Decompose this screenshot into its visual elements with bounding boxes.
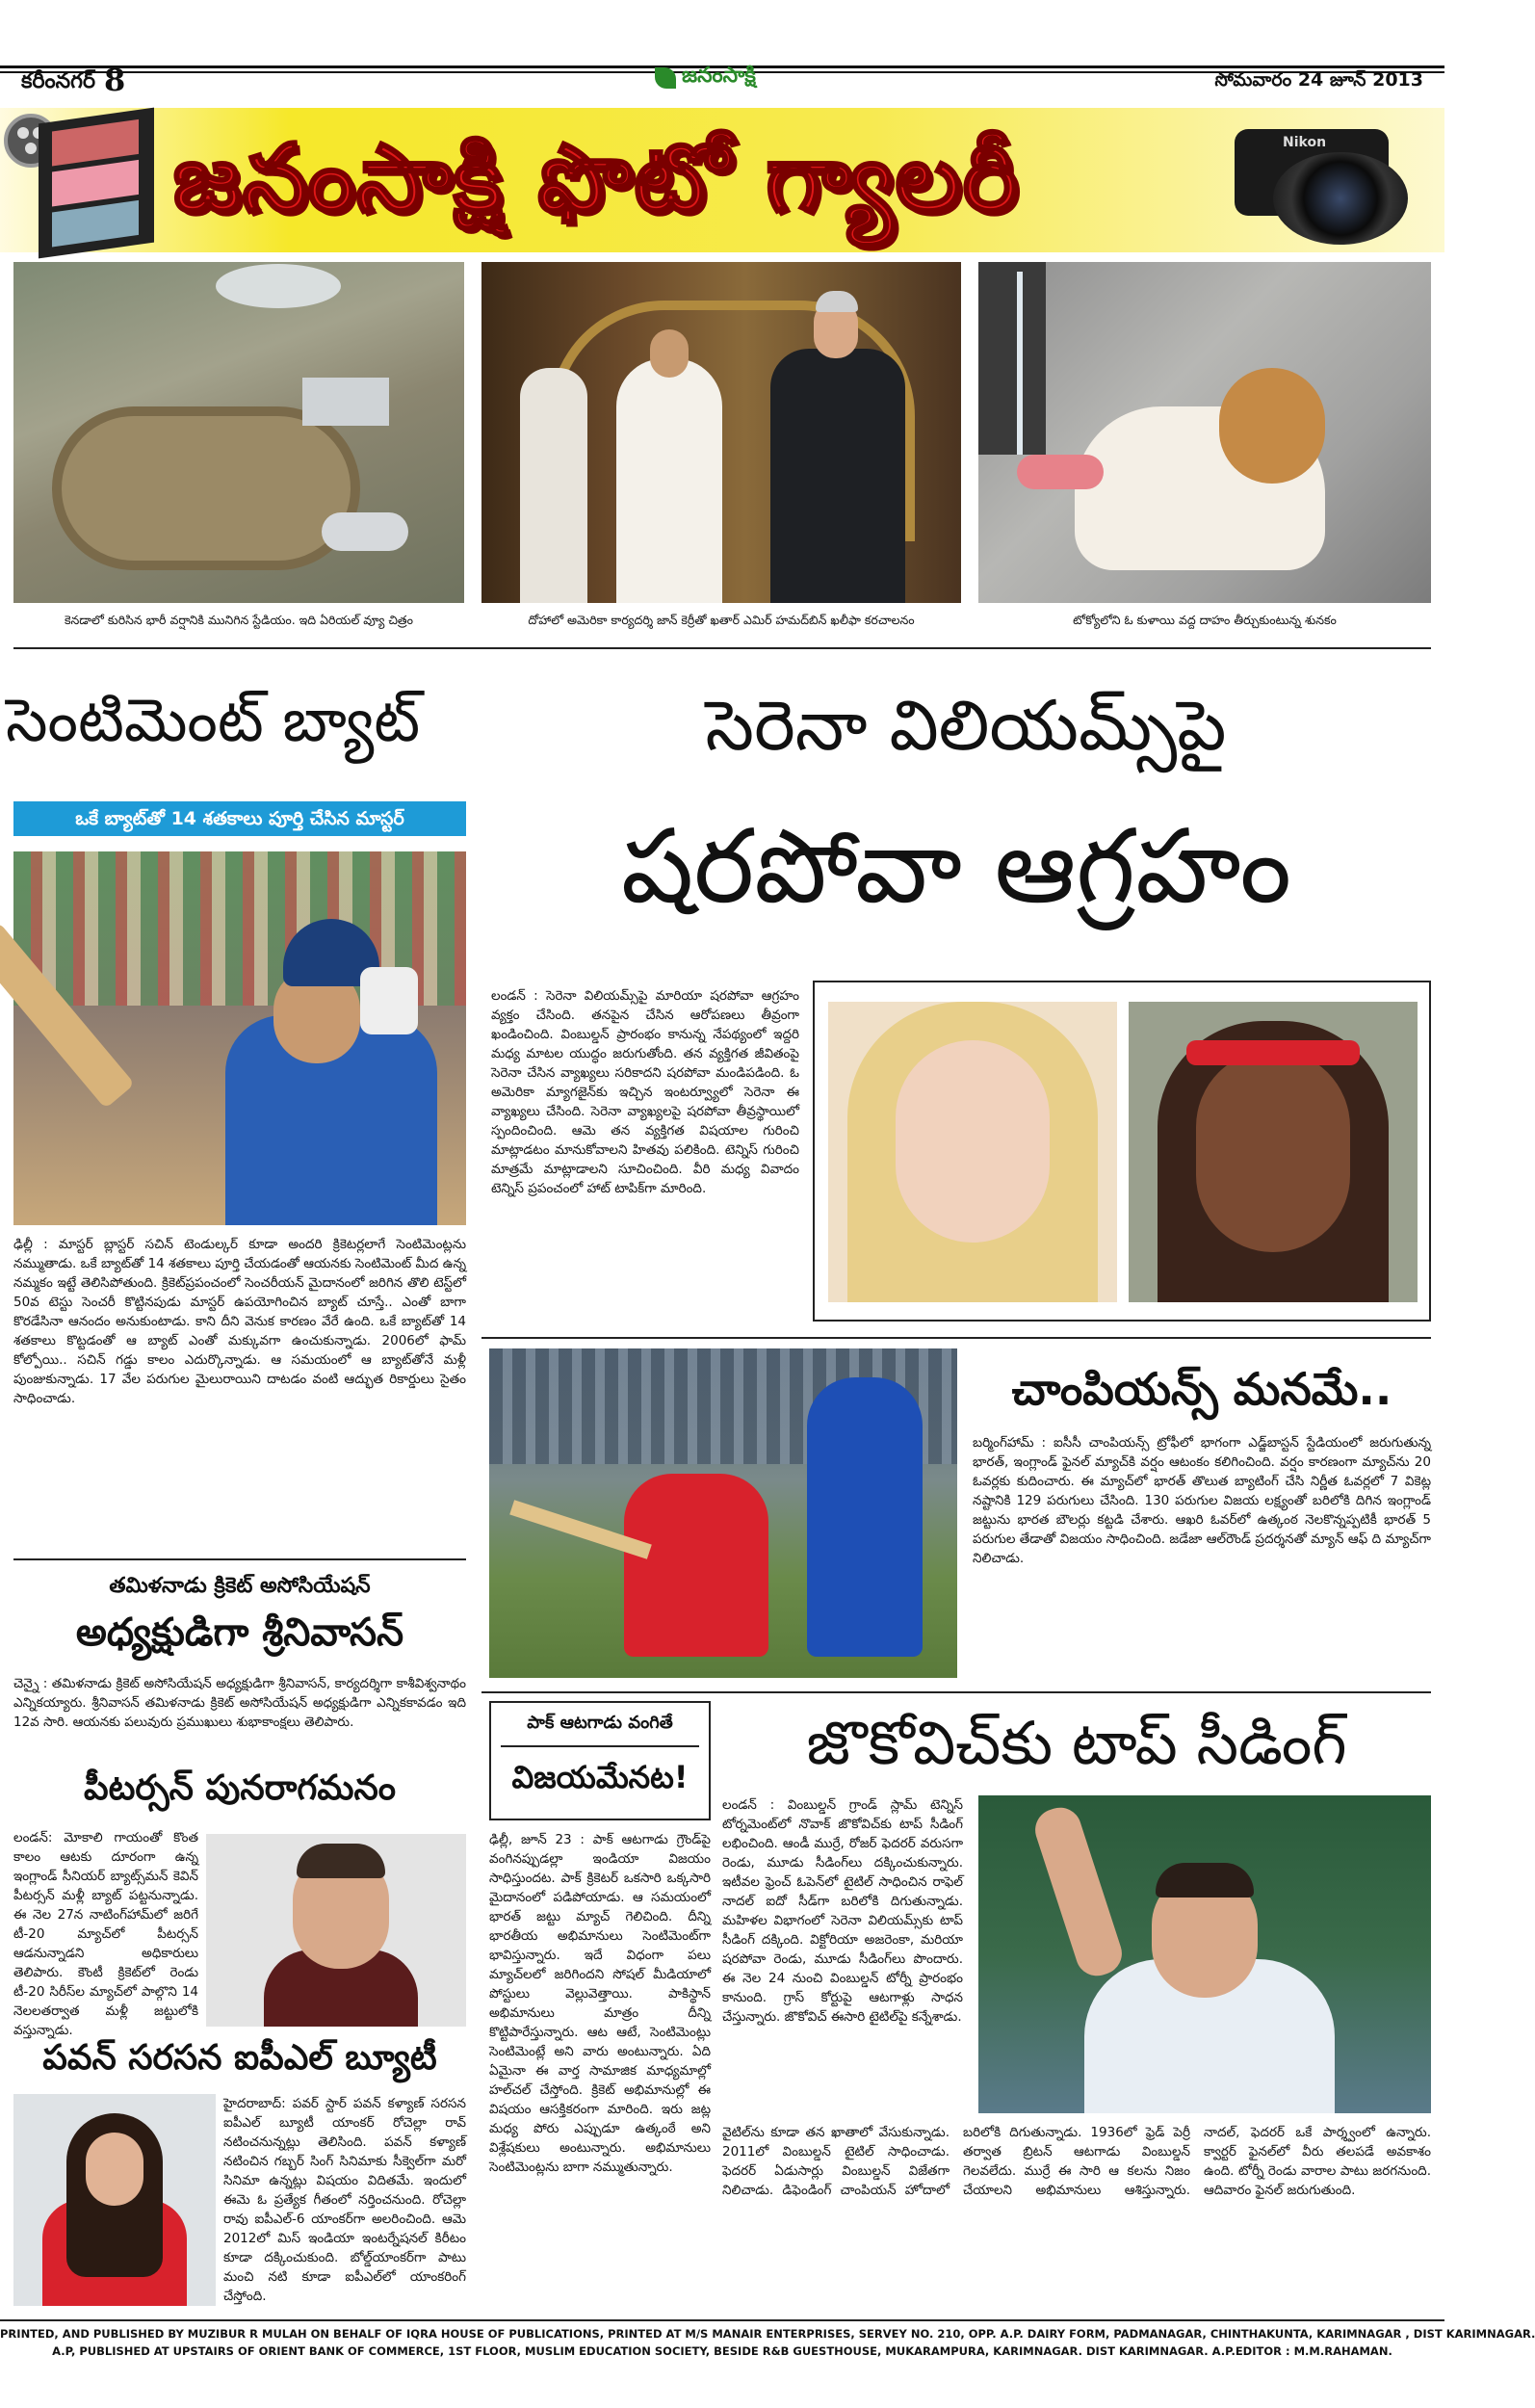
caption-dog: టోక్యోలోని ఓ కుళాయి వద్ద దాహం తీర్చుకుంటున్న శునకం	[1073, 613, 1337, 627]
sachin-body: ఢిల్లీ : మాస్టర్ బ్లాస్టర్ సచిన్ టెండుల్కర్ కూడా అందరి క్రికెటర్లలాగే సెంటిమెంట్లను నమ్ముతాడు. ఒకే బ్యాట్‌తో 14 శతకాలు పూర్తి చేయడంతో ఆయనకు సెంటిమెంట్ మీద ఉన్న నమ్మకం ఇట్టే తెలిసిపోతుంది. క్రికెట్‌ప్రపంచంలో సెంచరీయన్ మైదానంలో జరిగిన తొలి టెస్ట్‌లో 50వ టెస్టు సెంచరీ కొట్టినపుడు మాస్టర్ ఉపయోగించిన బ్యాట్ చూస్తే.. ఎంతో బాగా కొరడేసినా ఆనందం అనుకుంటాడు. కాని దీని వెనుక కారణం వేరే ఉంది. ఒకే బ్యాట్‌తో 14 శతకాలు కొట్టడంతో ఆ బ్యాట్ ఎంతో మక్కువగా ఉంచుకున్నాడు. 2006లో ఫామ్ కోల్పోయి.. సచిన్ గడ్డు కాలం ఎదుర్కొన్నాడు. ఆ సమయంలో ఆ బ్యాట్‌తోనే మళ్లీ పుంజుకున్నాడు. 17 వేల పరుగుల మైలురాయిని దాటడం వంటి ఆద్భుత రికార్డులు సైతం సాధించాడు.	[13, 1237, 466, 1406]
divider	[481, 1337, 1431, 1339]
photo-flooded-stadium	[13, 262, 464, 603]
srinivasan-kicker: తమిళనాడు క్రికెట్ అసోసియేషన్	[109, 1574, 371, 1598]
pietersen-headline: పీటర్సన్ పునరాగమనం	[84, 1768, 396, 1808]
photo-pietersen	[206, 1834, 466, 2027]
divider	[13, 647, 1431, 649]
photo-gallery-banner	[0, 108, 1444, 252]
imprint-line-1: PRINTED, AND PUBLISHED BY MUZIBUR R MULAH ON BEHALF OF IQRA HOUSE OF PUBLICATIONS, PRINTED AT M/S MANAIR ENTERPRISES, SERVEY NO. 210, OPP. A.P. DAIRY FORM, PADMANAGAR, CHINTHAKUNTA, KARIMNAGAR , DIST KARIMNAGAR.	[0, 2327, 1535, 2341]
masthead-date: సోమవారం 24 జూన్ 2013	[1214, 69, 1423, 91]
djokovic-body-bottom: వైటిల్‌ను కూడా తన ఖాతాలో వేసుకున్నాడు. 2011లో వింబుల్డన్ టైటిల్ సాధించాడు. ఫెదరర్ ఏడుసార్లు వింబుల్డన్ విజేతగా నిలిచాడు. డిఫెండింగ్ చాంపియన్ హోదాలో బరిలోకి దిగుతున్నాడు. 1936లో ఫ్రెడ్ పెర్రీ తర్వాత బ్రిటన్ ఆటగాడు వింబుల్డన్ గెలవలేదు. ముర్రే ఈ సారి ఆ కలను నిజం చేయాలని అభిమానులు ఆశిస్తున్నారు. నాదల్, ఫెదరర్ ఒకే పార్శ్వంలో ఉన్నారు. క్వార్టర్ ఫైనల్‌లో వీరు తలపడే అవకాశం ఉంది. టోర్నీ రెండు వారాల పాటు జరగనుంది. ఆదివారం ఫైనల్ జరుగుతుంది.	[722, 2125, 1431, 2198]
djokovic-headline: జొకోవిచ్‌కు టాప్ సీడింగ్	[806, 1708, 1347, 1778]
imprint-line-2: A.P, PUBLISHED AT UPSTAIRS OF ORIENT BANK OF COMMERCE, 1ST FLOOR, MUSLIM EDUCATION SOCIETY, BESIDE R&B GUESTHOUSE, MUKARAMPURA, KARIMNAGAR. DIST KARIMNAGAR. A.P.EDITOR : M.M.RAHAMAN.	[52, 2344, 1392, 2358]
masthead-logo	[655, 64, 756, 92]
photo-doha-handshake	[481, 262, 961, 603]
srinivasan-headline: అధ్యక్షుడిగా శ్రీనివాసన్	[75, 1610, 404, 1655]
masthead	[0, 0, 1444, 108]
sharapova-headline-line2: షరపోవా ఆగ్రహం	[620, 807, 1292, 926]
camera-icon	[1215, 118, 1437, 248]
photo-rochelle	[13, 2094, 216, 2306]
pak-headline: విజయమేనట!	[511, 1759, 689, 1795]
sharapova-headline-line1: సెరెనా విలియమ్స్‌పై	[705, 685, 1227, 766]
photo-dog-drinking	[978, 262, 1431, 603]
caption-doha: దోహాలో అమెరికా కార్యదర్శి జాన్ కెర్రీతో ఖతార్ ఎమిర్ హమద్‌బిన్ ఖలీఫా కరచాలనం	[528, 613, 915, 627]
sachin-subhead: ఒకే బ్యాట్‌తో 14 శతకాలు పూర్తి చేసిన మాస్టర్	[13, 801, 466, 836]
leaf-icon	[655, 67, 676, 89]
logo-text: జనంసాక్షి	[682, 64, 756, 88]
pak-kicker: పాక్ ఆటగాడు వంగితే	[527, 1713, 673, 1733]
photo-djokovic	[978, 1795, 1431, 2113]
djokovic-body-left: లండన్ : వింబుల్డన్ గ్రాండ్ స్లామ్ టెన్నిస్ టోర్నమెంట్‌లో నొవాక్ జొకోవిచ్‌కు టాప్ సీడింగ్ లభించింది. ఆండీ ముర్రే, రోజర్ ఫెదరర్ వరుసగా రెండు, మూడు సీడింగ్‌లు దక్కించుకున్నారు. ఇటీవల ఫ్రెంచ్ ఓపెన్‌లో టైటిల్ సాధించిన రాఫెల్ నాదల్ ఐదో సీడ్‌గా బరిలోకి దిగుతున్నాడు. మహిళల విభాగంలో సెరెనా విలియమ్స్‌కు టాప్ సీడింగ్ దక్కింది. విక్టోరియా అజరెంకా, మరియా షరపోవా రెండు, మూడు సీడింగ్‌లు పొందారు. ఈ నెల 24 నుంచి వింబుల్డన్ టోర్నీ ప్రారంభం కానుంది. గ్రాస్ కోర్టుపై ఆటగాళ్లు సాధన చేస్తున్నారు. జొకోవిచ్ ఈసారి టైటిల్‌పై కన్నేశాడు.	[722, 1797, 963, 2025]
srinivasan-box	[13, 1574, 466, 1757]
sharapova-photo-box	[813, 981, 1431, 1322]
film-strip-icon	[39, 108, 154, 259]
photo-cricket-final	[489, 1348, 957, 1678]
pavan-headline: పవన్ సరసన ఐపీఎల్ బ్యూటీ	[42, 2038, 437, 2078]
divider	[0, 2319, 1444, 2321]
caption-stadium: కెనడాలో కురిసిన భారీ వర్షానికి మునిగిన స్టేడియం. ఇది ఏరియల్ వ్యూ చిత్రం	[64, 613, 413, 627]
pietersen-body: లండన్: మోకాలి గాయంతో కొంత కాలం ఆటకు దూరంగా ఉన్న ఇంగ్లాండ్ సీనియర్ బ్యాట్స్‌మన్ కెవిన్ పీటర్సన్ మళ్లీ బ్యాట్ పట్టనున్నాడు. ఈ నెల 27న నాటింగ్‌హామ్‌లో జరిగే టీ-20 మ్యాచ్‌లో పీటర్సన్ ఆడనున్నాడని అధికారులు తెలిపారు. కౌంటీ క్రికెట్‌లో రెండు టీ-20 సిరీస్‌ల మ్యాచ్‌లో పాల్గొని 14 నెలలతర్వాత మళ్లీ జట్టులోకి వస్తున్నాడు.	[13, 1830, 198, 2038]
photo-sachin	[13, 851, 466, 1225]
champions-headline: చాంపియన్స్ మనమే..	[1011, 1363, 1392, 1415]
divider	[481, 1691, 1431, 1693]
divider	[13, 1558, 466, 1560]
pak-headline-box	[489, 1701, 711, 1820]
sachin-headline: సెంటిమెంట్ బ్యాట్	[6, 685, 421, 755]
page-number: 8	[104, 62, 126, 98]
camera-brand: Nikon	[1283, 135, 1327, 150]
photo-serena	[1129, 1002, 1418, 1302]
photo-sharapova	[828, 1002, 1117, 1302]
champions-body: బర్మింగ్‌హామ్ : ఐసీసీ చాంపియన్స్ ట్రోఫీలో భాగంగా ఎడ్జ్‌బాస్టన్ స్టేడియంలో జరుగుతున్న భారత్, ఇంగ్లాండ్ ఫైనల్ మ్యాచ్‌కి వర్షం ఆటంకం కలిగించింది. వర్షం కారణంగా మ్యాచ్‌ను 20 ఓవర్లకు కుదించారు. ఈ మ్యాచ్‌లో భారత్ తొలుత బ్యాటింగ్ చేసి నిర్ణీత ఓవర్లలో 7 వికెట్ల నష్టానికి 129 పరుగులు చేసింది. 130 పరుగుల విజయ లక్ష్యంతో బరిలోకి దిగిన ఇంగ్లాండ్ జట్టును భారత బౌలర్లు కట్టడి చేశారు. ఆఖరి ఓవర్‌లో ఉత్కంఠ నెలకొన్నప్పటికీ భారత్ 5 పరుగుల తేడాతో విజయం సాధించింది. జడేజా ఆల్‌రౌండ్ ప్రదర్శనతో మ్యాన్ ఆఫ్ ది మ్యాచ్‌గా నిలిచాడు.	[973, 1435, 1431, 1566]
pak-body: ఢిల్లీ, జూన్ 23 : పాక్ ఆటగాడు గ్రౌండ్‌పై వంగినప్పుడల్లా ఇండియా విజయం సాధిస్తుందట. పాక్ క్రికెటర్ ఒకసారి ఒక్కసారి మైదానంలో పడిపోయాడు. ఆ సమయంలో భారత్ జట్టు మ్యాచ్ గెలిచింది. దీన్ని భారతీయ అభిమానులు సెంటిమెంట్‌గా భావిస్తున్నారు. ఇదే విధంగా పలు మ్యాచ్‌లలో జరిగిందని సోషల్ మీడియాలో పోస్టులు వెల్లువెత్తాయి. పాకిస్థాన్ అభిమానులు మాత్రం దీన్ని కొట్టిపారేస్తున్నారు. ఆట ఆటే, సెంటిమెంట్లు సెంటిమెంట్లే అని వారు అంటున్నారు. ఏది ఏమైనా ఈ వార్త సామాజిక మాధ్యమాల్లో హల్‌చల్ చేస్తోంది. క్రికెట్ అభిమానుల్లో ఈ విషయం ఆసక్తికరంగా మారింది. ఇరు జట్ల మధ్య పోరు ఎప్పుడూ ఉత్కంఠే అని విశ్లేషకులు అంటున్నారు. అభిమానులు సెంటిమెంట్లను బాగా నమ్ముతున్నారు.	[489, 1832, 711, 2175]
srinivasan-body: చెన్నై : తమిళనాడు క్రికెట్ అసోసియేషన్ అధ్యక్షుడిగా శ్రీనివాసన్, కార్యదర్శిగా కాశీవిశ్వనాథం ఎన్నికయ్యారు. శ్రీనివాసన్ తమిళనాడు క్రికెట్ అసోసియేషన్ అధ్యక్షుడిగా ఎన్నికకావడం ఇది 12వ సారి. ఆయనకు పలువురు ప్రముఖులు శుభాకాంక్షలు తెలిపారు.	[13, 1676, 466, 1730]
page-label: కరీంనగర్	[21, 69, 96, 93]
banner-title: జనంసాక్షి ఫొటో గ్యాలరీ	[173, 124, 1020, 232]
sharapova-body: లండన్ : సెరెనా విలియమ్స్‌పై మారియా షరపోవా ఆగ్రహం వ్యక్తం చేసింది. తనపైన చేసిన ఆరోపణలు తీవ్రంగా ఖండించింది. వింబుల్డన్ ప్రారంభం కానున్న నేపథ్యంలో ఇద్దరి మధ్య మాటల యుద్ధం జరుగుతోంది. తన వ్యక్తిగత జీవితంపై సెరెనా చేసిన వ్యాఖ్యలు సరికాదని షరపోవా మండిపడింది. ఓ అమెరికా మ్యాగజైన్‌కు ఇచ్చిన ఇంటర్వ్యూలో సెరెనా ఈ వ్యాఖ్యలు చేసింది. సెరెనా వ్యాఖ్యలపై షరపోవా తీవ్రస్థాయిలో స్పందించింది. ఆమె తన వ్యక్తిగత విషయాల గురించి మాట్లాడటం మానుకోవాలని హితవు పలికింది. టెన్నిస్ గురించి మాత్రమే మాట్లాడాలని సూచించింది. వీరి మధ్య వివాదం టెన్నిస్ ప్రపంచంలో హాట్ టాపిక్‌గా మారింది.	[491, 988, 799, 1196]
pavan-body: హైదరాబాద్: పవర్ స్టార్ పవన్ కళ్యాణ్ సరసన ఐపీఎల్ బ్యూటీ యాంకర్ రోచెల్లా రావ్ నటించనున్నట్లు తెలిసింది. పవన్ కళ్యాణ్ నటించిన గబ్బర్ సింగ్ సినిమాకు సీక్వెల్‌గా మరో సినిమా ఉన్నట్లు విషయం విదితమే. ఇందులో ఈమె ఓ ప్రత్యేక గీతంలో నర్తించనుంది. రోచెల్లా రావు ఐపీఎల్-6 యాంకర్‌గా అలరించింది. ఆమె 2012లో మిస్ ఇండియా ఇంటర్నేషనల్ కిరీటం కూడా దక్కించుకుంది. బోల్డ్‌యాంకర్‌గా పాటు మంచి నటి కూడా ఐపీఎల్‌లో యాంకరింగ్ చేస్తోంది.	[223, 2096, 466, 2304]
